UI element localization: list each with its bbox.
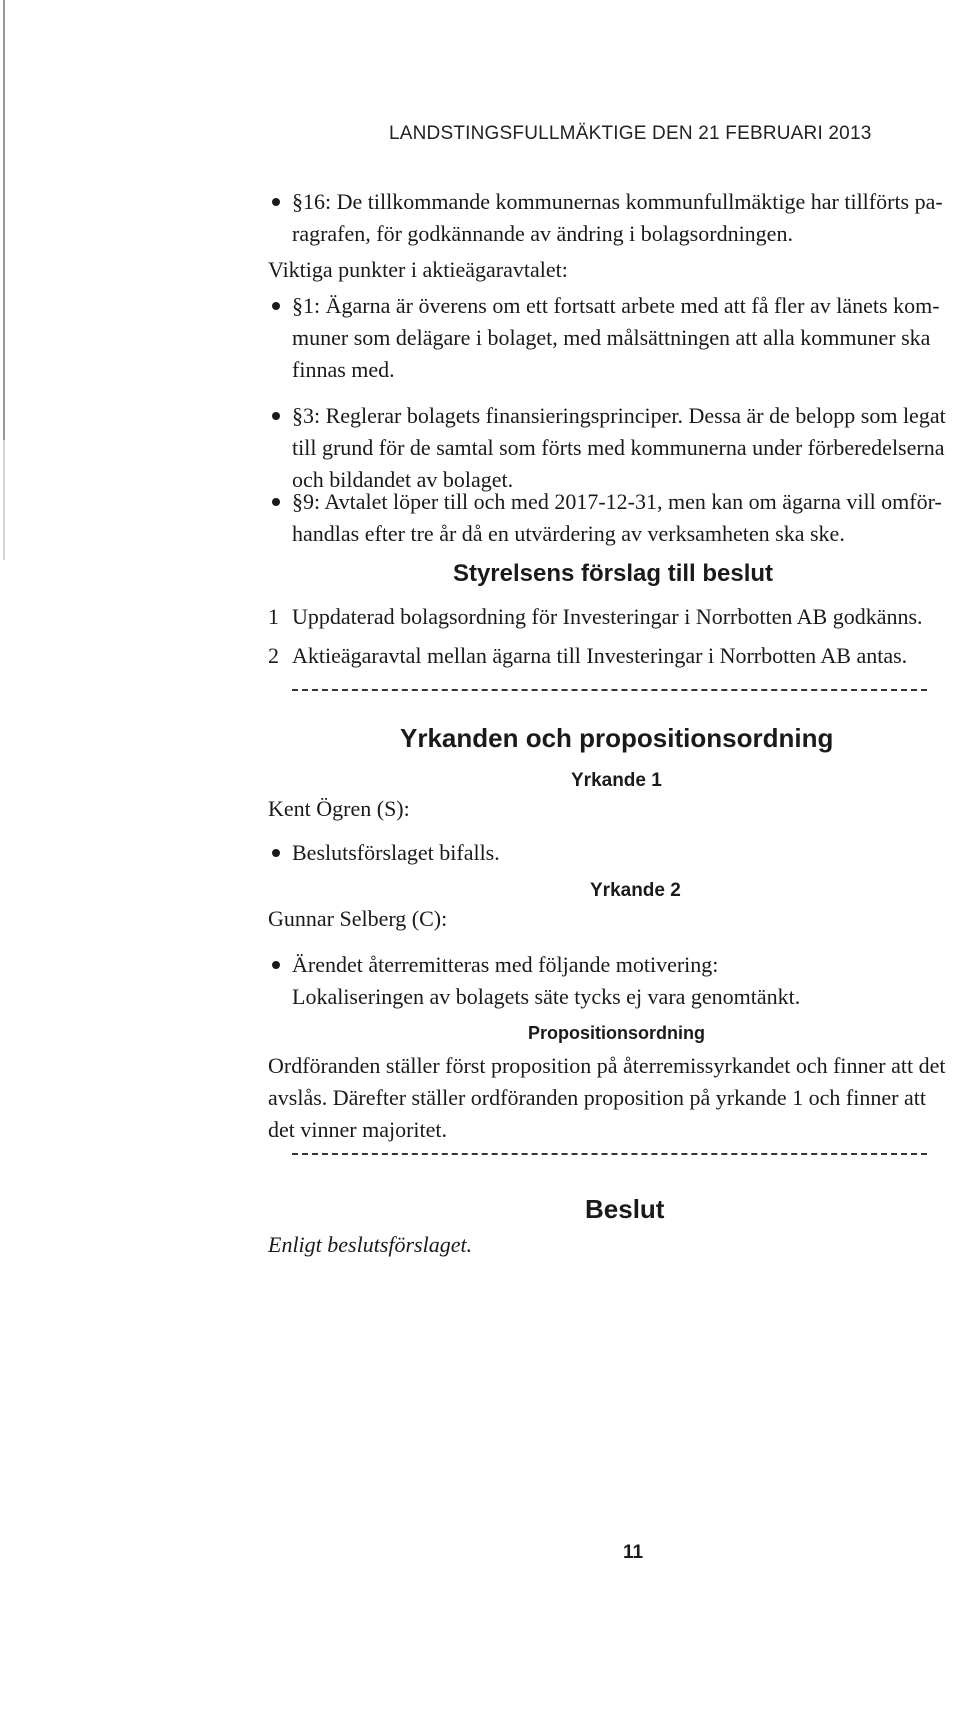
page-header: LANDSTINGSFULLMÄKTIGE DEN 21 FEBRUARI 2013 <box>389 123 872 144</box>
speaker-name: Gunnar Selberg (C): <box>268 906 448 931</box>
item-text: Aktieägaravtal mellan ägarna till Investeringar i Norrbotten AB antas. <box>292 643 908 668</box>
dashed-divider <box>292 1153 927 1155</box>
paragraph-text: §9: Avtalet löper till och med 2017-12-31, men kan om ägarna vill omför- handlas efter tre år då en utvärdering av verksamheten ska ske. <box>292 489 942 546</box>
item-number: 1 <box>268 604 279 629</box>
paragraph-text: §3: Reglerar bolagets finansieringsprinciper. Dessa är de belopp som legat till grund för de samtal som förts med kommunerna under förberedelserna och bildandet av bolaget. <box>292 403 946 492</box>
section-heading: Yrkanden och propositionsordning <box>400 723 834 753</box>
scan-edge-line <box>3 440 5 560</box>
dashed-divider <box>292 689 927 691</box>
paragraph-text: Ordföranden ställer först proposition på återremissyrkandet och finner att det avslås. Därefter ställer ordföranden proposition på yrkande 1 och finner att det vinner majoritet. <box>268 1053 946 1142</box>
motion-label: Yrkande 1 <box>571 770 662 791</box>
paragraph-text: §1: Ägarna är överens om ett fortsatt arbete med att få fler av länets kom- muner som delägare i bolaget, med målsättningen att alla kommuner ska finnas med. <box>292 293 940 382</box>
section-heading: Styrelsens förslag till beslut <box>452 560 774 587</box>
subsection-heading: Propositionsordning <box>528 1023 705 1043</box>
bullet-icon <box>272 302 280 310</box>
bullet-icon <box>272 849 280 857</box>
bullet-icon <box>272 412 280 420</box>
section-heading: Beslut <box>585 1194 665 1224</box>
bullet-icon <box>272 961 280 969</box>
motion-label: Yrkande 2 <box>590 880 681 901</box>
decision-text: Enligt beslutsförslaget. <box>268 1232 473 1257</box>
bullet-icon <box>272 498 280 506</box>
paragraph-text: Ärendet återremitteras med följande motivering: Lokaliseringen av bolagets säte tycks ej vara genomtänkt. <box>292 952 801 1009</box>
section-heading: Viktiga punkter i aktieägaravtalet: <box>268 257 568 282</box>
paragraph-text: Beslutsförslaget bifalls. <box>292 840 500 865</box>
bullet-icon <box>272 198 280 206</box>
page-number: 11 <box>623 1542 644 1563</box>
item-text: Uppdaterad bolagsordning för Investeringar i Norrbotten AB godkänns. <box>292 604 923 629</box>
item-number: 2 <box>268 643 279 668</box>
paragraph-text: §16: De tillkommande kommunernas kommunfullmäktige har tillförts pa- ragrafen, för godkännande av ändring i bolagsordningen. <box>292 189 943 246</box>
scan-edge-line <box>3 0 5 440</box>
speaker-name: Kent Ögren (S): <box>268 796 410 821</box>
